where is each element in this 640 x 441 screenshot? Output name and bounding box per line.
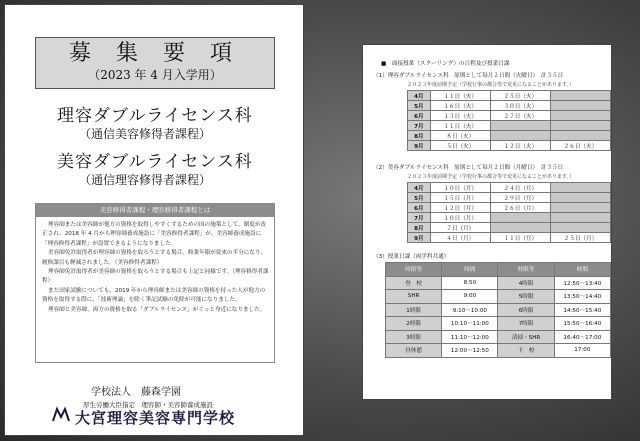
course-subtitle-beauty: （通信理容修得者課程）: [79, 173, 212, 187]
date-cell: [550, 223, 610, 233]
month-cell: 6月: [408, 203, 431, 213]
info-paragraph: 理容師と美容師、両方の資格を取る「ダブルライセンス」がぐっと身近になりました。: [48, 306, 266, 313]
info-box-header: 美容修得者課程・理容修得者課程とは: [36, 204, 274, 217]
info-paragraph: 美容師免許取得者が理容師の資格を取ろうとする場合、修業年限が従来の半分になり、履修課目も軽減されました。（美容修得者課程）: [42, 250, 267, 266]
period-time: 9:00: [442, 290, 498, 304]
period-label: 4時限: [498, 276, 554, 290]
period-time: 17:00: [554, 344, 610, 358]
date-cell: ２５日（月）: [550, 233, 610, 243]
date-cell: ２４日（月）: [490, 183, 550, 193]
date-cell: [550, 183, 610, 193]
date-cell: [550, 131, 610, 141]
period-label: 5時限: [498, 290, 554, 304]
schedule-page: [362, 44, 612, 400]
date-cell: ２７日（火）: [490, 111, 550, 121]
table-row: [408, 193, 611, 203]
section3-table: [385, 262, 611, 358]
period-time: 15:50～16:40: [554, 317, 610, 331]
date-cell: [490, 121, 550, 131]
period-label: 1時限: [386, 303, 442, 317]
section3-rows: [386, 263, 611, 358]
course-title-barber: 理容ダブルライセンス科: [57, 106, 253, 126]
school-name: 大宮理容美容専門学校: [75, 409, 236, 427]
period-time: 13:50～14:40: [554, 290, 610, 304]
section1-rows: [408, 91, 611, 151]
date-cell: １１日（火）: [430, 121, 490, 131]
date-cell: [550, 91, 610, 101]
table-row: [408, 131, 611, 141]
course-subtitle-barber: （通信美容修得者課程）: [79, 127, 212, 141]
info-paragraph: 理容師または美容師が他方の資格を取得しやすくするための国の施策として、制度が改正され、2018 年 4 月から理容師養成施設に「美容修得者課程」が、美容師養成施設に「理容修得者課程」が設置できるようになりました。: [42, 222, 267, 247]
section1-title: （1）理容ダブルライセンス科 原則として毎月２日間（火曜日） 計３５日: [373, 73, 564, 79]
period-label: 3時限: [386, 330, 442, 344]
column-header: 時間: [554, 263, 610, 277]
period-label: 登 校: [386, 276, 442, 290]
table-header-row: [386, 263, 611, 277]
date-cell: ８日（火）: [430, 131, 490, 141]
month-cell: 5月: [408, 193, 431, 203]
period-label: 下 校: [498, 344, 554, 358]
section2-title: （2）美容ダブルライセンス科 原則として毎月２日間（月曜日） 計３５日: [373, 165, 564, 171]
brochure-page: [4, 4, 304, 436]
period-time: 10:10～11:00: [442, 317, 498, 331]
date-cell: ５日（火）: [430, 141, 490, 151]
section2-note: ２０２３年度前期予定（学校行事の都合等で変更になることがあります。）: [407, 174, 575, 180]
month-cell: 4月: [408, 91, 431, 101]
school-corporation: 学校法人 藤森学園: [91, 387, 181, 398]
period-time: 14:50～15:40: [554, 303, 610, 317]
table-row: [408, 141, 611, 151]
date-cell: ７日（月）: [430, 223, 490, 233]
month-cell: 4月: [408, 183, 431, 193]
info-paragraph: 理容師免許取得者が美容師の資格を取ろうとする場合も上記と同様です。（理容修得者課程）: [42, 269, 269, 285]
date-cell: ２６日（月）: [490, 203, 550, 213]
section2-rows: [408, 183, 611, 243]
section2-table: [407, 182, 611, 243]
table-row: [386, 330, 611, 344]
table-row: [408, 111, 611, 121]
date-cell: １１日（月）: [490, 233, 550, 243]
date-cell: １０日（月）: [430, 213, 490, 223]
table-row: [386, 303, 611, 317]
date-cell: [490, 213, 550, 223]
date-cell: １５日（月）: [430, 193, 490, 203]
date-cell: [490, 131, 550, 141]
school-logo-icon: [51, 405, 71, 425]
date-cell: ４日（月）: [430, 233, 490, 243]
date-cell: [550, 203, 610, 213]
column-header: 時限等: [498, 263, 554, 277]
page-title: 募 集 要 項: [69, 41, 241, 66]
date-cell: [550, 193, 610, 203]
info-box-body: [36, 217, 274, 315]
date-cell: ２５日（火）: [490, 91, 550, 101]
section3-title: （3）授業日課（両学科共通）: [373, 254, 450, 260]
date-cell: １１日（火）: [430, 91, 490, 101]
date-cell: １２日（月）: [430, 203, 490, 213]
table-row: [408, 223, 611, 233]
month-cell: 7月: [408, 121, 431, 131]
date-cell: １２日（火）: [490, 141, 550, 151]
month-cell: 6月: [408, 111, 431, 121]
table-row: [386, 317, 611, 331]
date-cell: ２６日（火）: [550, 141, 610, 151]
date-cell: ２９日（月）: [490, 193, 550, 203]
date-cell: [550, 213, 610, 223]
table-row: [408, 213, 611, 223]
month-cell: 8月: [408, 131, 431, 141]
period-label: 2時限: [386, 317, 442, 331]
period-time: 16:40～17:00: [554, 330, 610, 344]
table-row: [386, 344, 611, 358]
column-header: 時限等: [386, 263, 442, 277]
date-cell: [490, 223, 550, 233]
month-cell: 8月: [408, 223, 431, 233]
title-box: [35, 37, 275, 89]
month-cell: 9月: [408, 233, 431, 243]
table-row: [386, 290, 611, 304]
school-designation: 厚生労働大臣指定 理容師・美容師養成施設: [83, 401, 213, 409]
period-label: SHR: [386, 290, 442, 304]
date-cell: １６日（火）: [430, 101, 490, 111]
section1-table: [407, 90, 611, 151]
date-cell: [550, 111, 610, 121]
table-row: [408, 101, 611, 111]
period-time: 12:00～12:50: [442, 344, 498, 358]
month-cell: 5月: [408, 101, 431, 111]
date-cell: ３０日（火）: [490, 101, 550, 111]
info-box: [35, 203, 275, 363]
section1-note: ２０２３年度前期予定（学校行事の都合等で変更になることがあります。）: [407, 82, 575, 88]
period-time: 12:50～13:40: [554, 276, 610, 290]
page-subtitle: （2023 年 4 月入学用）: [88, 68, 222, 82]
period-label: 清掃・SHR: [498, 330, 554, 344]
period-time: 8:50: [442, 276, 498, 290]
info-paragraph: また国家試験についても、2019 年から理容師または美容師の資格を持った人が他方の資格を取得する際に、「技術理論」を除く筆記試験の免除が可能になりました。: [42, 287, 266, 304]
date-cell: １３日（火）: [430, 111, 490, 121]
month-cell: 7月: [408, 213, 431, 223]
date-cell: [550, 101, 610, 111]
table-row: [408, 203, 611, 213]
table-row: [408, 121, 611, 131]
month-cell: 9月: [408, 141, 431, 151]
period-time: 11:10～12:00: [442, 330, 498, 344]
period-label: 昼休憩: [386, 344, 442, 358]
period-label: 7時限: [498, 317, 554, 331]
table-row: [408, 233, 611, 243]
date-cell: １０日（月）: [430, 183, 490, 193]
table-row: [386, 276, 611, 290]
date-cell: [550, 121, 610, 131]
table-row: [408, 183, 611, 193]
schedule-heading: ■ 面接授業（スクーリング）の日程及び授業日課: [381, 61, 510, 67]
table-row: [408, 91, 611, 101]
column-header: 時間: [442, 263, 498, 277]
course-title-beauty: 美容ダブルライセンス科: [57, 152, 253, 172]
period-time: 9:10～10:00: [442, 303, 498, 317]
period-label: 6時限: [498, 303, 554, 317]
